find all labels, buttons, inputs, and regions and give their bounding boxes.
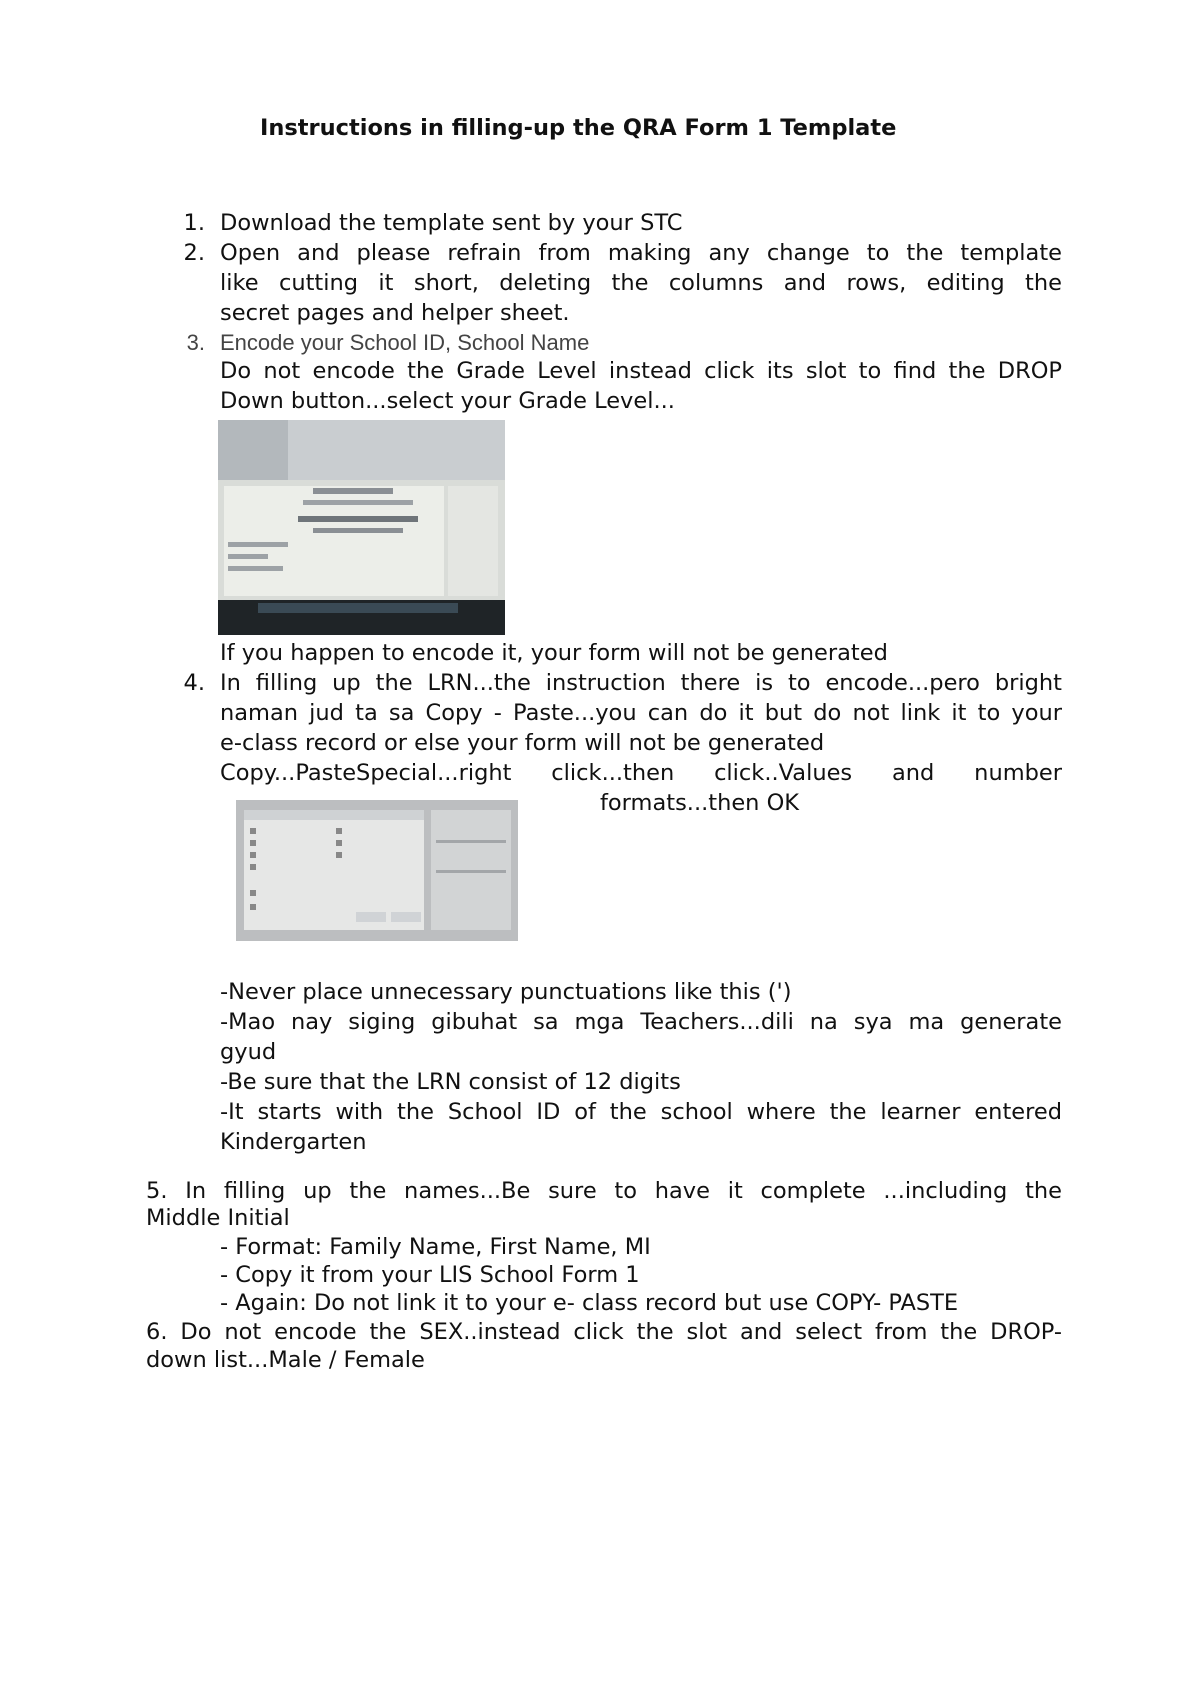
- dialog-photo-graphic: [236, 800, 518, 941]
- step-5-bullet: - Format: Family Name, First Name, MI: [220, 1234, 651, 1260]
- step-4-line: In filling up the LRN...the instruction there is to encode...pero bright: [220, 670, 1062, 696]
- step-2-line: secret pages and helper sheet.: [220, 300, 570, 326]
- step-5-bullet: - Copy it from your LIS School Form 1: [220, 1262, 640, 1288]
- step-6-line: down list...Male / Female: [146, 1347, 425, 1373]
- screen-photo-graphic: [218, 420, 505, 635]
- grade-level-dropdown-photo: [218, 420, 505, 635]
- step-4-line: naman jud ta sa Copy - Paste...you can do it but do not link it to your: [220, 700, 1062, 726]
- step-2-line: like cutting it short, deleting the columns and rows, editing the: [220, 270, 1062, 296]
- step-1-text: Download the template sent by your STC: [220, 210, 683, 236]
- step-4-note: Kindergarten: [220, 1129, 367, 1155]
- step-6-line: 6. Do not encode the SEX..instead click the slot and select from the DROP-: [146, 1319, 1062, 1345]
- step-5-line: Middle Initial: [146, 1205, 290, 1231]
- step-4-formats-line: formats...then OK: [600, 790, 800, 816]
- step-2-line: Open and please refrain from making any change to the template: [220, 240, 1062, 266]
- step-4-note: -It starts with the School ID of the school where the learner entered: [220, 1099, 1062, 1125]
- step-3-line: Do not encode the Grade Level instead click its slot to find the DROP: [220, 358, 1062, 384]
- step-3-heading: Encode your School ID, School Name: [220, 330, 590, 355]
- step-1-number: 1.: [183, 210, 205, 236]
- step-5-bullet: - Again: Do not link it to your e- class record but use COPY- PASTE: [220, 1290, 959, 1316]
- step-4-note: -Never place unnecessary punctuations like this ('): [220, 979, 792, 1005]
- step-2-number: 2.: [183, 240, 205, 266]
- step-3-after-image: If you happen to encode it, your form will not be generated: [220, 640, 888, 666]
- step-4-number: 4.: [183, 670, 205, 696]
- step-3-number: 3.: [186, 330, 205, 355]
- step-4-note: -Mao nay siging gibuhat sa mga Teachers...dili na sya ma generate: [220, 1009, 1062, 1035]
- paste-special-dialog-photo: [236, 800, 518, 941]
- page-title: Instructions in filling-up the QRA Form 1 Template: [260, 115, 897, 141]
- step-4-note: gyud: [220, 1039, 277, 1065]
- step-5-line: 5. In filling up the names...Be sure to have it complete ...including the: [146, 1178, 1062, 1204]
- step-3-line: Down button...select your Grade Level...: [220, 388, 675, 414]
- step-4-note: -Be sure that the LRN consist of 12 digits: [220, 1069, 681, 1095]
- step-4-line: Copy...PasteSpecial...right click...then click..Values and number: [220, 760, 1062, 786]
- step-4-line: e-class record or else your form will not be generated: [220, 730, 825, 756]
